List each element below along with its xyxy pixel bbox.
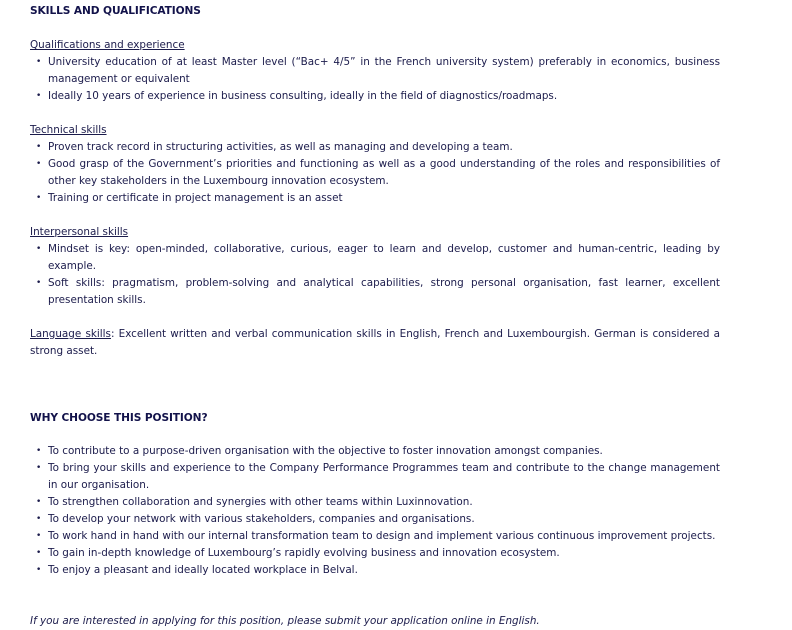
list-item: • To develop your network with various stakeholders, companies and organisations. <box>48 511 720 528</box>
technical-skills-list <box>30 139 720 207</box>
language-skills-label: Language skills <box>30 328 111 340</box>
job-posting-section <box>30 3 720 630</box>
interpersonal-skills-list <box>30 241 720 309</box>
list-item: • To bring your skills and experience to the Company Performance Programmes team and contribute to the change management in our organisation. <box>48 460 720 494</box>
skills-heading: SKILLS AND QUALIFICATIONS <box>30 5 201 17</box>
list-item: • To enjoy a pleasant and ideally located workplace in Belval. <box>48 562 720 579</box>
list-item: • To work hand in hand with our internal transformation team to design and implement various continuous improvement projects. <box>48 528 720 545</box>
language-skills-paragraph <box>30 326 720 360</box>
language-skills-text: : Excellent written and verbal communication skills in English, French and Luxembourgish. German is considered a strong asset. <box>30 328 720 357</box>
list-item: • Soft skills: pragmatism, problem-solving and analytical capabilities, strong personal organisation, fast learner, excellent presentation skills. <box>48 275 720 309</box>
list-item: • To contribute to a purpose-driven organisation with the objective to foster innovation amongst companies. <box>48 443 720 460</box>
list-item: • University education of at least Master level (“Bac+ 4/5” in the French university system) preferably in economics, business management or equivalent <box>48 54 720 88</box>
list-item: • Mindset is key: open-minded, collaborative, curious, eager to learn and develop, customer and human-centric, leading by example. <box>48 241 720 275</box>
technical-skills-subheading: Technical skills <box>30 124 107 136</box>
list-item: • Proven track record in structuring activities, as well as managing and developing a team. <box>48 139 720 156</box>
list-item: • Good grasp of the Government’s priorities and functioning as well as a good understanding of the roles and responsibilities of other key stakeholders in the Luxembourg innovation ecosystem. <box>48 156 720 190</box>
list-item: • Ideally 10 years of experience in business consulting, ideally in the field of diagnostics/roadmaps. <box>48 88 720 105</box>
list-item: • To strengthen collaboration and synergies with other teams within Luxinnovation. <box>48 494 720 511</box>
interpersonal-skills-subheading: Interpersonal skills <box>30 226 129 238</box>
why-heading: WHY CHOOSE THIS POSITION? <box>30 412 208 424</box>
list-item: • Training or certificate in project management is an asset <box>48 190 720 207</box>
list-item: • To gain in-depth knowledge of Luxembourg’s rapidly evolving business and innovation ecosystem. <box>48 545 720 562</box>
qualifications-list <box>30 54 720 105</box>
why-list <box>30 443 720 579</box>
application-note: If you are interested in applying for this position, please submit your application online in English. <box>30 615 540 627</box>
qualifications-subheading: Qualifications and experience <box>30 39 185 51</box>
